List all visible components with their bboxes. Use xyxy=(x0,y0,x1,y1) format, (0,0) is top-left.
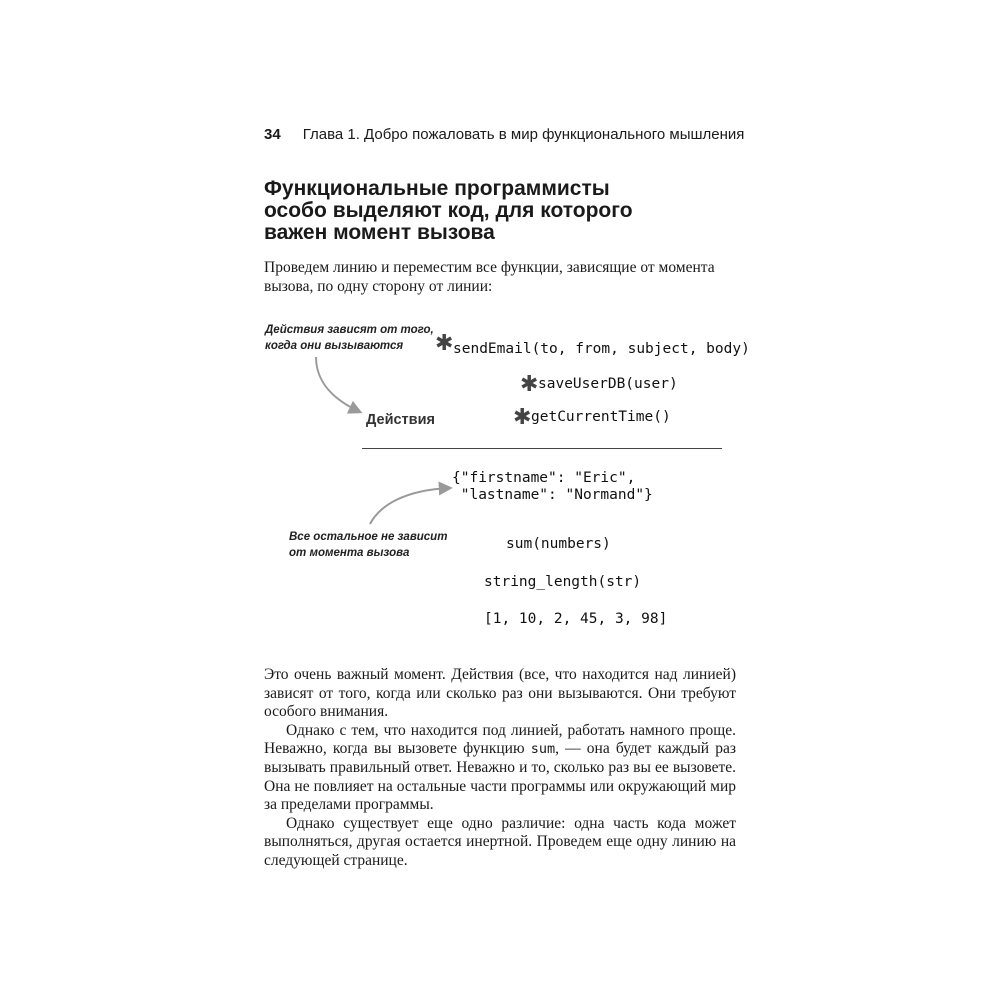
asterisk-icon: ✱ xyxy=(435,331,454,356)
asterisk-icon: ✱ xyxy=(520,372,539,397)
asterisk-icon: ✱ xyxy=(513,405,532,430)
arrow-to-actions xyxy=(316,357,360,412)
paragraph: Это очень важный момент. Действия (все, что находится над линией) зависят от того, когда или сколько раз они вызываются. Они требуют особого внимания. xyxy=(264,666,736,721)
arrow-to-json xyxy=(370,488,450,524)
action-get-time: getCurrentTime() xyxy=(531,409,671,425)
intro-paragraph: Проведем линию и переместим все функции, зависящие от момента вызова, по одну сторону от линии: xyxy=(264,259,715,295)
heading-line: Функциональные программисты xyxy=(264,177,610,200)
inline-code: sum xyxy=(530,741,556,758)
chapter-title: Глава 1. Добро пожаловать в мир функционального мышления xyxy=(302,126,745,143)
action-send-email: sendEmail(to, from, subject, body) xyxy=(453,341,750,357)
calc-sum: sum(numbers) xyxy=(506,536,611,552)
calc-string-length: string_length(str) xyxy=(484,574,642,590)
note-rest: Все остальное не зависит от момента вызова xyxy=(289,531,448,559)
page-number: 34 xyxy=(264,126,281,143)
paragraph: Однако существует еще одно различие: одна часть кода может выполняться, другая остается инертной. Проведем еще одну линию на следующей странице. xyxy=(264,814,736,869)
actions-label: Действия xyxy=(366,412,435,428)
json-line: {"firstname": "Eric", xyxy=(452,470,636,486)
heading-line: особо выделяют код, для которого xyxy=(264,199,633,222)
note-actions: Действия зависят от того, когда они вызываются xyxy=(265,324,434,352)
heading-line: важен момент вызова xyxy=(264,221,495,244)
body-text xyxy=(264,666,736,871)
json-line: "lastname": "Normand"} xyxy=(452,487,653,503)
divider-line xyxy=(362,448,722,449)
paragraph: Однако с тем, что находится под линией, работать намного проще. Неважно, когда вы вызовете функцию sum, — она будет каждый раз вызывать правильный ответ. Неважно и то, сколько раз вы ее вызовете. Она не повлияет на остальные части программы или окружающий мир за пределами программы. xyxy=(264,721,736,814)
action-save-user: saveUserDB(user) xyxy=(538,376,678,392)
data-array: [1, 10, 2, 45, 3, 98] xyxy=(484,611,668,627)
